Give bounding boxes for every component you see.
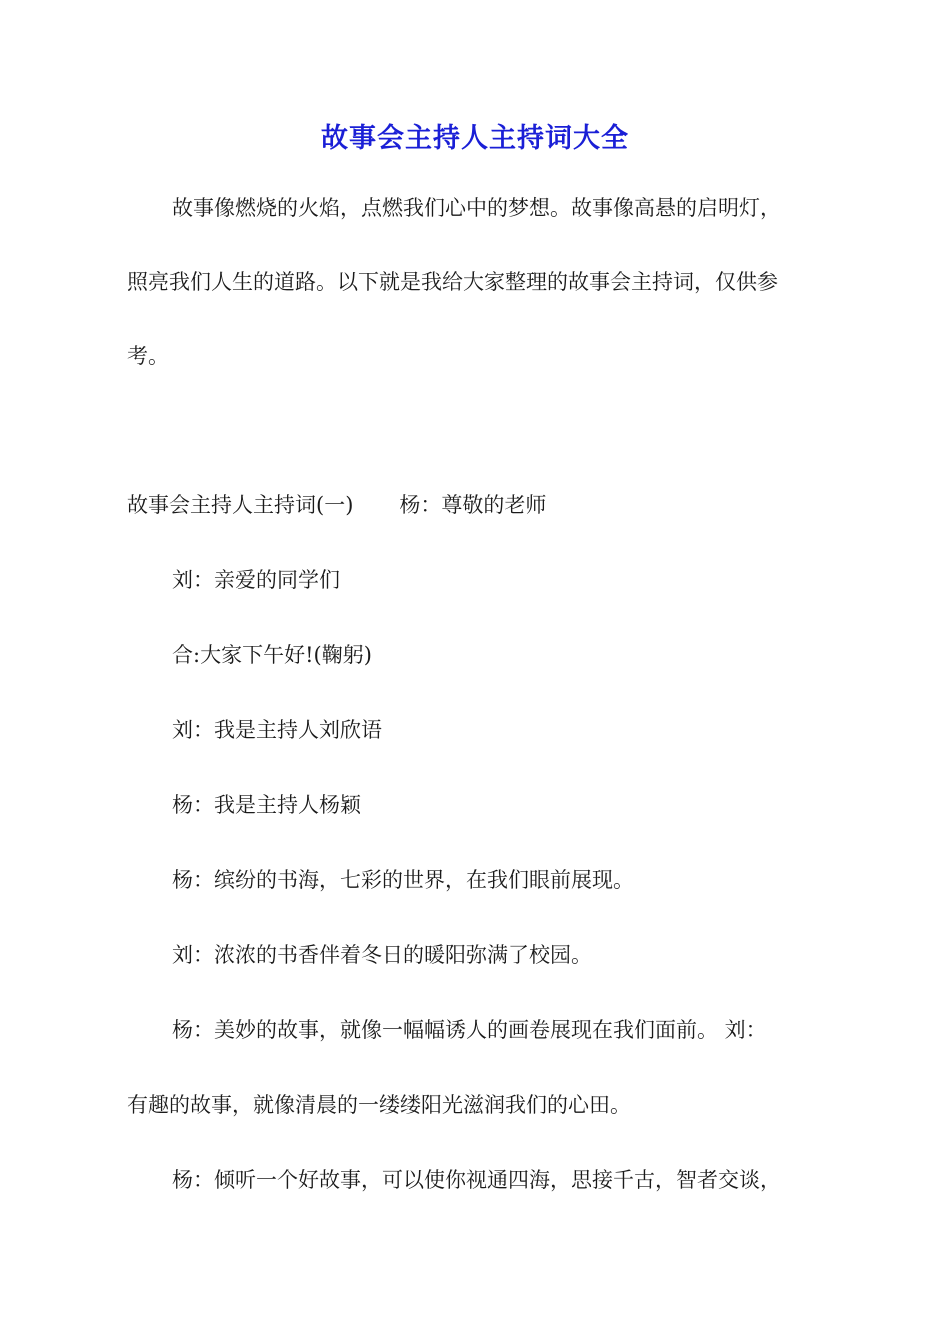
dialogue-line: 杨：我是主持人杨颖 [172,793,361,817]
section-heading-row [127,491,546,519]
dialogue-line: 杨：缤纷的书海，七彩的世界，在我们眼前展现。 [172,868,634,892]
dialogue-line: 刘：我是主持人刘欣语 [172,718,382,742]
document-title: 故事会主持人主持词大全 [321,123,629,154]
section-heading-dialogue: 杨：尊敬的老师 [399,493,547,517]
intro-line-3: 考。 [127,344,169,368]
dialogue-line: 杨：美妙的故事，就像一幅幅诱人的画卷展现在我们面前。 刘： [172,1018,767,1042]
intro-line-2: 照亮我们人生的道路。以下就是我给大家整理的故事会主持词，仅供参 [127,270,778,294]
intro-line-1: 故事像燃烧的火焰，点燃我们心中的梦想。故事像高悬的启明灯， [172,196,781,220]
dialogue-line: 刘：浓浓的书香伴着冬日的暖阳弥满了校园。 [172,943,592,967]
dialogue-line: 合:大家下午好!(鞠躬) [172,643,372,667]
section-heading: 故事会主持人主持词(一) [127,493,354,517]
dialogue-line: 有趣的故事，就像清晨的一缕缕阳光滋润我们的心田。 [127,1093,631,1117]
dialogue-line: 杨：倾听一个好故事，可以使你视通四海，思接千古，智者交谈， [172,1168,781,1192]
dialogue-line: 刘：亲爱的同学们 [172,568,340,592]
